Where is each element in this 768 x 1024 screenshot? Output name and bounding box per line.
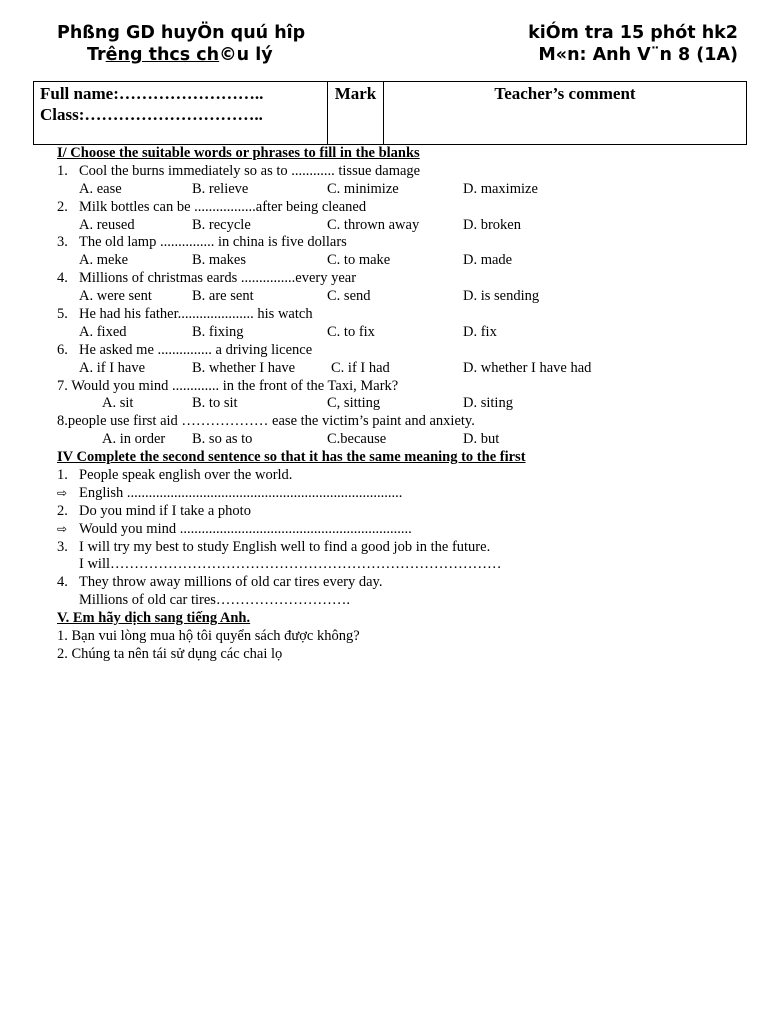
option-d[interactable]: D. maximize	[463, 180, 538, 197]
option-c[interactable]: C. if I had	[331, 359, 390, 376]
option-c[interactable]: C.because	[327, 431, 387, 448]
rewrite-answer-1[interactable]: ⇨ English ............................................................................	[57, 484, 403, 501]
question-4-options	[57, 288, 747, 306]
option-b[interactable]: B. are sent	[192, 288, 254, 305]
question-2-options	[57, 217, 747, 235]
department-name: Phßng GD huyÖn quú hîp	[57, 23, 306, 43]
option-a[interactable]: A. in order	[102, 431, 166, 448]
option-d[interactable]: D. but	[463, 431, 500, 448]
question-5: 5. He had his father..................... his watch	[57, 306, 313, 323]
option-d[interactable]: D. made	[463, 252, 513, 269]
translate-sentence-2: 2. Chúng ta nên tái sử dụng các chai lọ	[57, 645, 283, 662]
option-a[interactable]: A. if I have	[79, 359, 146, 376]
rewrite-question-4: 4. They throw away millions of old car tires every day.	[57, 574, 383, 591]
option-a[interactable]: A. sit	[102, 395, 134, 412]
exam-content	[57, 145, 747, 664]
question-1: 1. Cool the burns immediately so as to ............ tissue damage	[57, 162, 421, 179]
question-8: 8.people use first aid ……………… ease the victim’s paint and anxiety.	[57, 413, 475, 430]
option-b[interactable]: B. whether I have	[192, 359, 296, 376]
option-b[interactable]: B. so as to	[192, 431, 253, 448]
question-8-options	[57, 431, 747, 449]
rewrite-answer-4[interactable]: Millions of old car tires……………………….	[79, 592, 351, 609]
option-b[interactable]: B. recycle	[192, 216, 251, 233]
name-class-cell	[34, 82, 328, 145]
option-c[interactable]: C. to fix	[327, 323, 375, 340]
question-1-options	[57, 181, 747, 199]
full-name-field[interactable]: Full name:……………………..	[40, 84, 264, 103]
rewrite-answer-3[interactable]: I will………………………………………………………………………	[79, 556, 502, 573]
option-a[interactable]: A. fixed	[79, 323, 127, 340]
option-c[interactable]: C. send	[327, 288, 371, 305]
subject-class: M«n: Anh V¨n 8 (1A)	[538, 45, 738, 65]
question-6: 6. He asked me ............... a driving licence	[57, 341, 313, 358]
student-info-table	[33, 81, 747, 145]
question-3-options	[57, 252, 747, 270]
school-name: Trêng thcs ch©u lý	[87, 45, 273, 65]
rewrite-question-1: 1. People speak english over the world.	[57, 467, 293, 484]
arrow-icon: ⇨	[57, 485, 68, 500]
option-c[interactable]: C. thrown away	[327, 216, 420, 233]
option-b[interactable]: B. fixing	[192, 323, 244, 340]
rewrite-question-3: 3. I will try my best to study English well to find a good job in the future.	[57, 538, 491, 555]
option-b[interactable]: B. makes	[192, 252, 246, 269]
section-4-heading: IV Complete the second sentence so that it has the same meaning to the first	[57, 449, 526, 466]
option-b[interactable]: B. to sit	[192, 395, 238, 412]
option-a[interactable]: A. meke	[79, 252, 129, 269]
teacher-comment-label: Teacher’s comment	[494, 84, 636, 103]
mark-label: Mark	[334, 84, 377, 103]
option-a[interactable]: A. reused	[79, 216, 135, 233]
translate-sentence-1: 1. Bạn vui lòng mua hộ tôi quyển sách được không?	[57, 628, 360, 645]
teacher-comment-cell	[384, 82, 747, 145]
mark-cell	[328, 82, 384, 145]
option-c[interactable]: C. to make	[327, 252, 391, 269]
rewrite-question-2: 2. Do you mind if I take a photo	[57, 502, 251, 519]
option-d[interactable]: D. is sending	[463, 288, 540, 305]
option-d[interactable]: D. fix	[463, 323, 497, 340]
class-field[interactable]: Class:…………………………..	[40, 105, 263, 124]
arrow-icon: ⇨	[57, 521, 68, 536]
option-d[interactable]: D. whether I have had	[463, 359, 592, 376]
question-4: 4. Millions of christmas eards ...............every year	[57, 270, 357, 287]
option-c[interactable]: C. minimize	[327, 180, 399, 197]
question-6-options	[57, 360, 747, 378]
option-d[interactable]: D. siting	[463, 395, 513, 412]
question-3: 3. The old lamp ............... in china is five dollars	[57, 234, 347, 251]
test-header	[528, 22, 738, 66]
question-2: 2. Milk bottles can be .................after being cleaned	[57, 198, 367, 215]
school-header	[57, 22, 305, 66]
question-7: 7. Would you mind ............. in the front of the Taxi, Mark?	[57, 377, 399, 394]
test-title: kiÓm tra 15 phót hk2	[528, 23, 738, 43]
question-5-options	[57, 324, 747, 342]
option-a[interactable]: A. ease	[79, 180, 122, 197]
option-a[interactable]: A. were sent	[79, 288, 152, 305]
question-7-options	[57, 395, 747, 413]
option-c[interactable]: C, sitting	[327, 395, 381, 412]
option-d[interactable]: D. broken	[463, 216, 521, 233]
option-b[interactable]: B. relieve	[192, 180, 249, 197]
section-5-heading: V. Em hãy dịch sang tiếng Anh.	[57, 610, 251, 627]
rewrite-answer-2[interactable]: ⇨ Would you mind ................................................................	[57, 520, 412, 537]
section-1-heading: I/ Choose the suitable words or phrases to fill in the blanks	[57, 145, 420, 161]
